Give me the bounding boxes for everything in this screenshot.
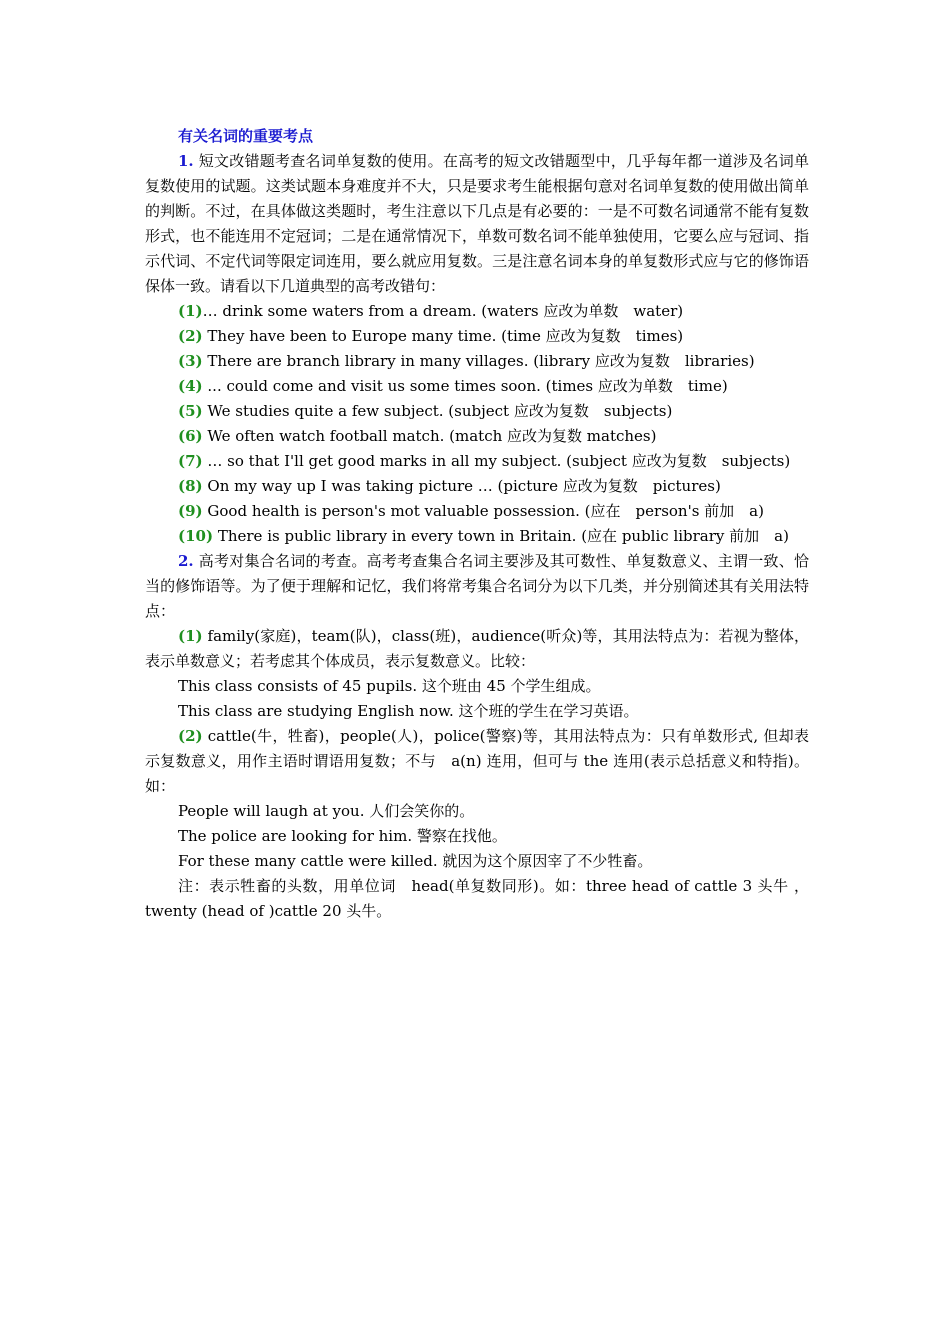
example-line — [145, 299, 809, 324]
example-number: (4) — [178, 377, 203, 395]
example-line — [145, 324, 809, 349]
example-number: (3) — [178, 352, 203, 370]
example-line — [145, 499, 809, 524]
section-1-number: 1. — [178, 152, 194, 170]
type-1-number: (1) — [178, 627, 203, 645]
example-line — [145, 399, 809, 424]
example-line — [145, 449, 809, 474]
example-text: ... could come and visit us some times soon. (times 应改为单数 time) — [202, 377, 728, 395]
section-1-paragraph — [145, 149, 809, 299]
example-number: (5) — [178, 402, 203, 420]
document-page — [145, 124, 809, 924]
example-number: (2) — [178, 327, 203, 345]
example-number: (9) — [178, 502, 203, 520]
example-number: (1) — [178, 302, 203, 320]
type-2-example: People will laugh at you. 人们会笑你的。 — [178, 802, 475, 820]
example-number: (7) — [178, 452, 203, 470]
collective-noun-type-2 — [145, 724, 809, 799]
type-2-example: The police are looking for him. 警察在找他。 — [178, 827, 507, 845]
example-line — [145, 524, 809, 549]
type-2-number: (2) — [178, 727, 203, 745]
type-2-example: For these many cattle were killed. 就因为这个原因宰了不少牲畜。 — [178, 852, 653, 870]
type-1-example: This class consists of 45 pupils. 这个班由 45 个学生组成。 — [178, 677, 601, 695]
collective-noun-type-1 — [145, 624, 809, 674]
example-text: They have been to Europe many time. (time 应改为复数 times) — [202, 327, 684, 345]
type-1-text: family(家庭)，team(队)，class(班)，audience(听众)等，其用法特点为：若视为整体，表示单数意义；若考虑其个体成员，表示复数意义。比较： — [145, 627, 809, 670]
section-2-paragraph — [145, 549, 809, 624]
type-1-example: This class are studying English now. 这个班的学生在学习英语。 — [178, 702, 639, 720]
section-2-text: 高考对集合名词的考查。高考考查集合名词主要涉及其可数性、单复数意义、主谓一致、恰当的修饰语等。为了便于理解和记忆，我们将常考集合名词分为以下几类，并分别简述其有关用法特点： — [145, 552, 809, 620]
example-line — [145, 474, 809, 499]
example-line — [145, 349, 809, 374]
example-text: Good health is person's mot valuable possession. (应在 person's 前加 a) — [202, 502, 764, 520]
example-number: (10) — [178, 527, 214, 545]
example-text: There is public library in every town in Britain. (应在 public library 前加 a) — [213, 527, 789, 545]
example-text: … drink some waters from a dream. (waters 应改为单数 water) — [202, 302, 684, 320]
section-1-text: 短文改错题考查名词单复数的使用。在高考的短文改错题型中，几乎每年都一道涉及名词单复数使用的试题。这类试题本身难度并不大，只是要求考生能根据句意对名词单复数的使用做出简单的判断。不过，在具体做这类题时，考生注意以下几点是有必要的：一是不可数名词通常不能有复数形式，也不能连用不定冠词；二是在通常情况下，单数可数名词不能单独使用，它要么应与冠词、指示代词、不定代词等限定词连用，要么就应用复数。三是注意名词本身的单复数形式应与它的修饰语保体一致。请看以下几道典型的高考改错句： — [145, 152, 809, 295]
doc-title: 有关名词的重要考点 — [178, 127, 314, 145]
example-line — [145, 424, 809, 449]
section-2-number: 2. — [178, 552, 194, 570]
example-text: There are branch library in many villages. (library 应改为复数 libraries) — [202, 352, 755, 370]
example-line — [145, 374, 809, 399]
example-text: On my way up I was taking picture … (picture 应改为复数 pictures) — [202, 477, 721, 495]
example-text: We studies quite a few subject. (subject 应改为复数 subjects) — [202, 402, 673, 420]
type-2-text: cattle(牛，牲畜)，people(人)，police(警察)等，其用法特点为：只有单数形式, 但却表示复数意义，用作主语时谓语用复数；不与 a(n) 连用，但可与 the 连用(表示总括意义和特指)。如： — [145, 727, 809, 795]
example-number: (8) — [178, 477, 203, 495]
example-number: (6) — [178, 427, 203, 445]
example-text: We often watch football match. (match 应改为复数 matches) — [202, 427, 657, 445]
example-text: … so that I'll get good marks in all my subject. (subject 应改为复数 subjects) — [202, 452, 791, 470]
note-paragraph: 注：表示牲畜的头数，用单位词 head(单复数同形)。如：three head of cattle 3 头牛 ，twenty (head of )cattle 20 头牛。 — [145, 877, 809, 920]
